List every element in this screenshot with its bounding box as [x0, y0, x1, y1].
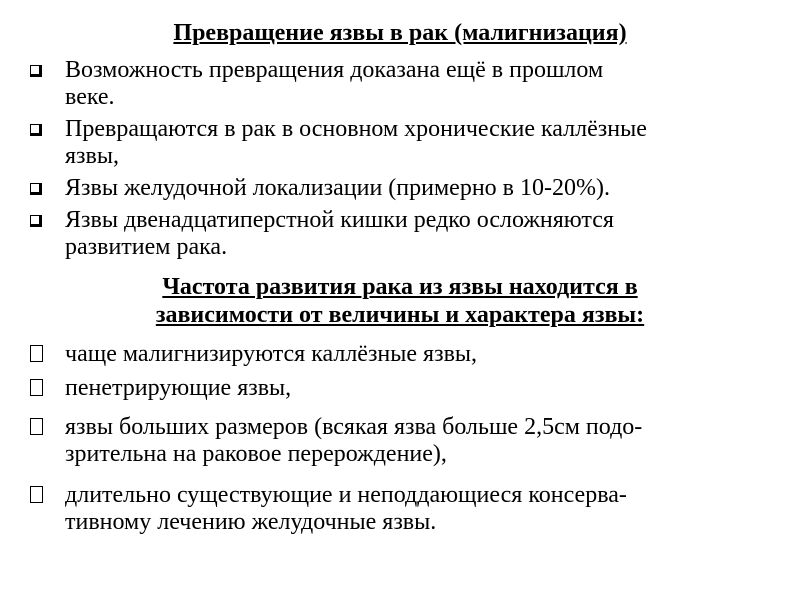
checkbox-bullet-icon	[30, 65, 42, 77]
list-item-text: пенетрирующие язвы,	[65, 375, 292, 401]
checkbox-bullet-icon	[30, 124, 42, 136]
list-item-text: Превращаются в рак в основном хронические каллёзные язвы,	[65, 116, 647, 169]
subtitle-line: зависимости от величины и характера язвы:	[155, 302, 645, 328]
missing-glyph-bullet-icon	[30, 418, 43, 435]
slide-title: Превращение язвы в рак (малигнизация)	[173, 20, 627, 46]
subtitle-line: Частота развития рака из язвы находится в	[162, 274, 638, 300]
section-subtitle	[0, 273, 800, 329]
checkbox-bullet-icon	[30, 183, 42, 195]
list-item-text: Возможность превращения доказана ещё в прошлом веке.	[65, 57, 604, 110]
missing-glyph-bullet-icon	[30, 345, 43, 362]
list-item-text: язвы больших размеров (всякая язва больше 2,5см подо- зрительна на раковое перерождение),	[65, 414, 643, 467]
missing-glyph-bullet-icon	[30, 486, 43, 503]
list-item-text: длительно существующие и неподдающиеся консерва- тивному лечению желудочные язвы.	[65, 482, 627, 535]
list-item-text: Язвы желудочной локализации (примерно в 10-20%).	[65, 175, 610, 201]
list-item-text: Язвы двенадцатиперстной кишки редко осложняются развитием рака.	[65, 207, 614, 260]
list-item-text: чаще малигнизируются каллёзные язвы,	[65, 341, 478, 367]
missing-glyph-bullet-icon	[30, 379, 43, 396]
checkbox-bullet-icon	[30, 215, 42, 227]
